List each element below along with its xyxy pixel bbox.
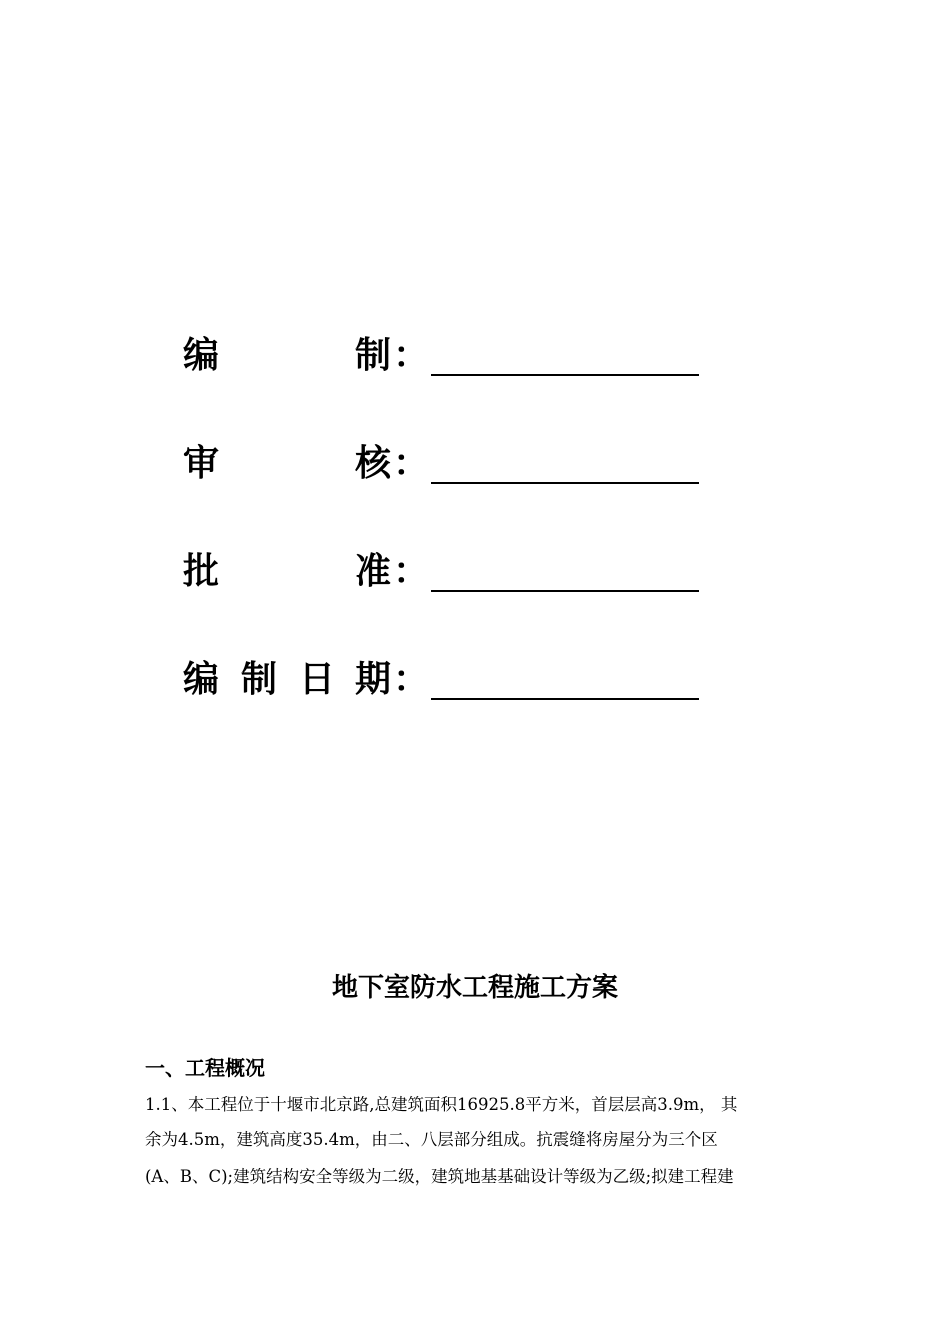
paragraph-line: 1.1、本工程位于十堰市北京路,总建筑面积16925.8平方米，首层层高3.9m， 其 [145, 1095, 738, 1114]
label-char: 批 [183, 551, 220, 592]
label-char: 审 [183, 443, 220, 484]
signature-line-compiled-by[interactable] [431, 374, 699, 376]
signature-line-compile-date[interactable] [431, 698, 699, 700]
label-char: 日 [299, 659, 336, 700]
label-char: 制 [241, 659, 278, 700]
signature-row-compile-date [183, 654, 703, 704]
label-char: ： [393, 443, 430, 484]
paragraph-line: (A、B、C);建筑结构安全等级为二级，建筑地基基础设计等级为乙级;拟建工程建 [145, 1167, 734, 1186]
label-char: 期 [355, 659, 392, 700]
label-char: 编 [183, 335, 220, 376]
label-char: 编 [183, 659, 220, 700]
label-char: 核 [355, 443, 392, 484]
signature-line-approved-by[interactable] [431, 590, 699, 592]
label-char: 准 [355, 551, 392, 592]
signature-row-approved-by [183, 546, 703, 596]
signature-row-reviewed-by [183, 438, 703, 488]
label-char: 制 [355, 335, 392, 376]
paragraph-line: 余为4.5m，建筑高度35.4m，由二、八层部分组成。抗震缝将房屋分为三个区 [145, 1130, 718, 1149]
label-char: ： [393, 335, 430, 376]
document-title: 地下室防水工程施工方案 [331, 973, 618, 1003]
signature-row-compiled-by [183, 330, 703, 380]
label-char: ： [393, 551, 430, 592]
signature-line-reviewed-by[interactable] [431, 482, 699, 484]
section-heading: 一、工程概况 [145, 1056, 265, 1080]
label-char: ： [393, 659, 430, 700]
